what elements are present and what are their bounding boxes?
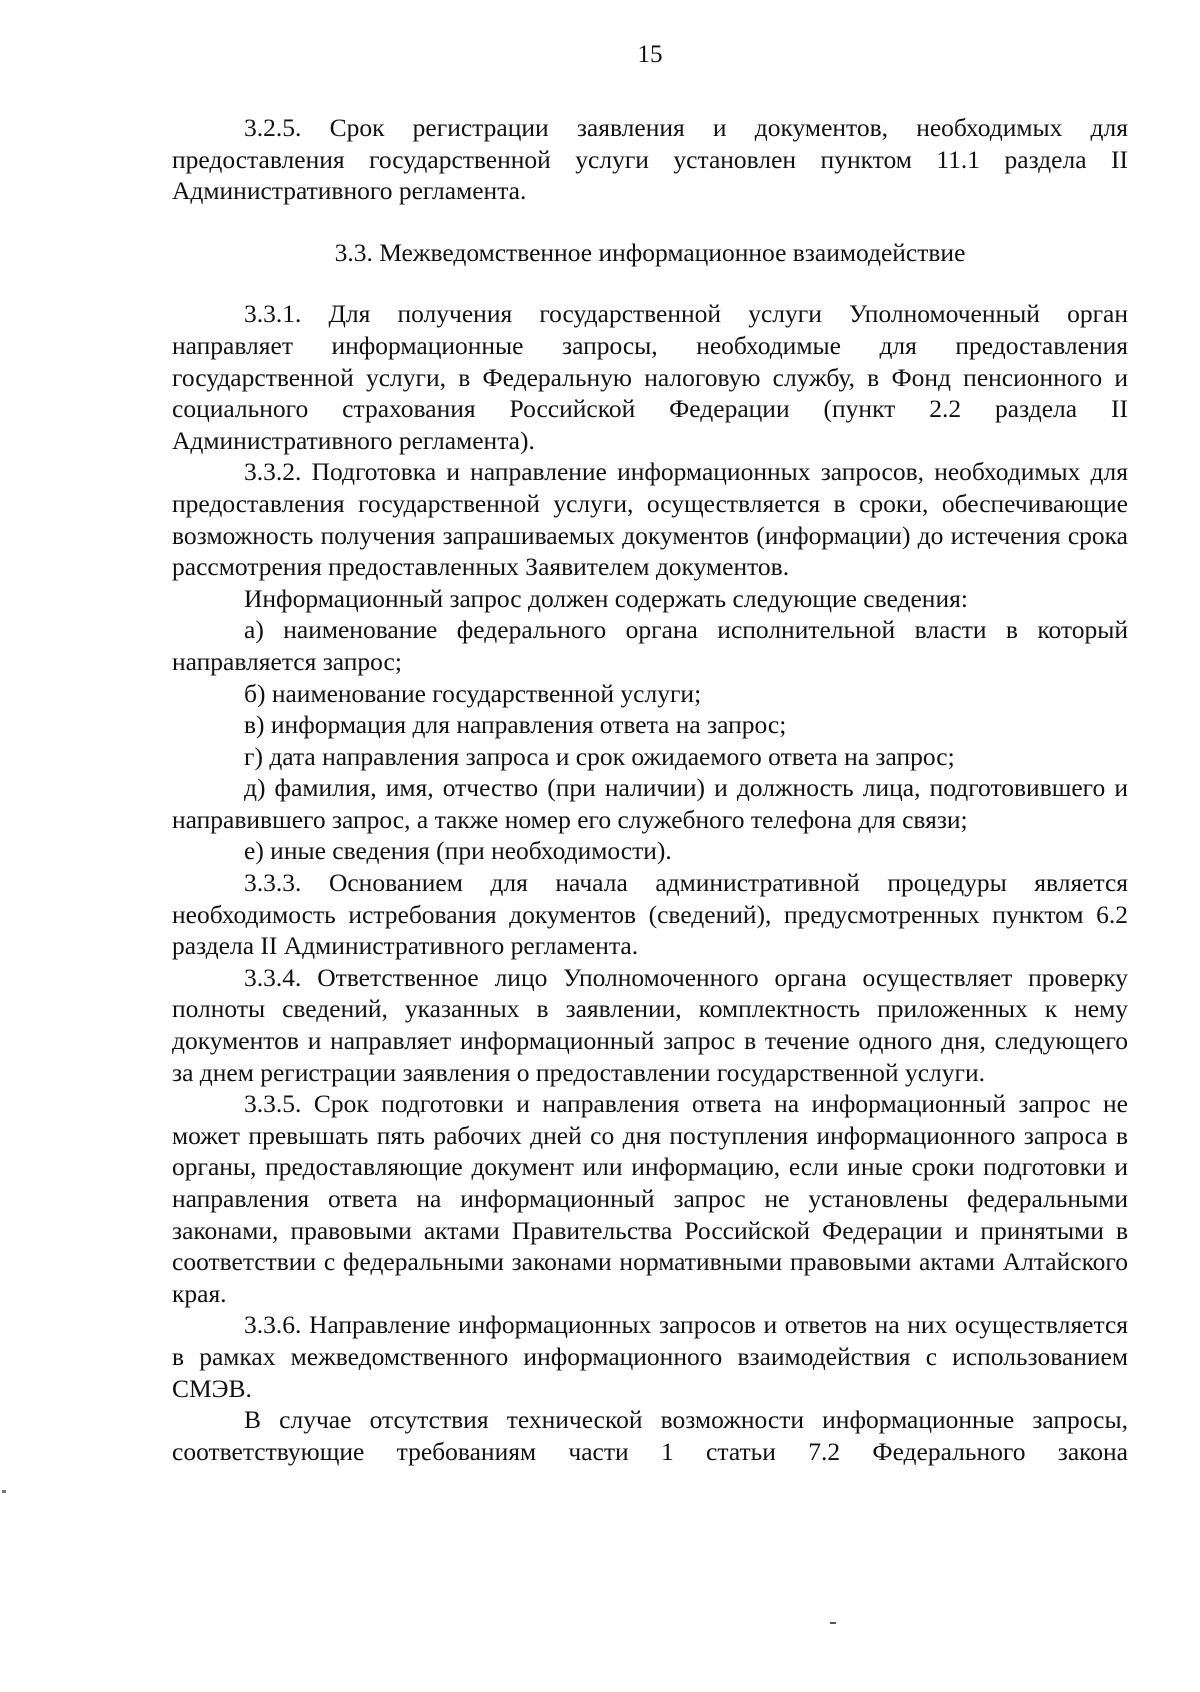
paragraph-no-technical-possibility: В случае отсутствия технической возможности информационные запросы, соответствующие требованиям части 1 статьи 7.2 Федерального закона <box>172 1405 1128 1466</box>
paragraph-3-3-5: 3.3.5. Срок подготовки и направления ответа на информационный запрос не может превышать пять рабочих дней со дня поступления информационного запроса в органы, предоставляющие документ или информацию, если иные сроки подготовки и направления ответа на информационный запрос не установлены федеральными законами, правовыми актами Правительства Российской Федерации и принятыми в соответствии с федеральными законами нормативными правовыми актами Алтайского края. <box>172 1089 1128 1308</box>
list-item-e: е) иные сведения (при необходимости). <box>244 836 672 866</box>
section-heading-3-3: 3.3. Межведомственное информационное взаимодействие <box>334 237 966 267</box>
paragraph-3-3-3: 3.3.3. Основанием для начала административной процедуры является необходимость истребования документов (сведений), предусмотренных пунктом 6.2 раздела II Административного регламента. <box>172 868 1128 961</box>
paragraph-3-3-1: 3.3.1. Для получения государственной услуги Уполномоченный орган направляет информационные запросы, необходимые для предоставления государственной услуги, в Федеральную налоговую службу, в Фонд пенсионного и социального страхования Российской Федерации (пункт 2.2 раздела II Административного регламента). <box>172 299 1128 455</box>
paragraph-3-3-4: 3.3.4. Ответственное лицо Уполномоченного органа осуществляет проверку полноты сведений, указанных в заявлении, комплектность приложенных к нему документов и направляет информационный запрос в течение одного дня, следующего за днем регистрации заявления о предоставлении государственной услуги. <box>172 962 1128 1087</box>
page-number: 15 <box>637 41 663 68</box>
document-body <box>172 112 1128 1467</box>
list-item-v: в) информация для направления ответа на запрос; <box>244 710 787 740</box>
scan-edge-mark <box>2 1490 6 1493</box>
paragraph-3-3-2: 3.3.2. Подготовка и направление информационных запросов, необходимых для предоставления государственной услуги, осуществляется в сроки, обеспечивающие возможность получения запрашиваемых документов (информации) до истечения срока рассмотрения предоставленных Заявителем документов. <box>172 457 1128 582</box>
list-item-d: д) фамилия, имя, отчество (при наличии) и должность лица, подготовившего и направившего запрос, а также номер его служебного телефона для связи; <box>172 773 1128 834</box>
paragraph-3-3-6: 3.3.6. Направление информационных запросов и ответов на них осуществляется в рамках межведомственного информационного взаимодействия с использованием СМЭВ. <box>172 1310 1128 1403</box>
list-item-b: б) наименование государственной услуги; <box>244 678 702 708</box>
paragraph-request-contents: Информационный запрос должен содержать следующие сведения: <box>244 583 968 613</box>
list-item-g: г) дата направления запроса и срок ожидаемого ответа на запрос; <box>244 741 955 771</box>
scan-artifact-mark <box>830 1622 836 1624</box>
paragraph-3-2-5: 3.2.5. Срок регистрации заявления и документов, необходимых для предоставления государственной услуги установлен пунктом 11.1 раздела II Административного регламента. <box>172 113 1128 206</box>
list-item-a: а) наименование федерального органа исполнительной власти в который направляется запрос; <box>172 615 1128 676</box>
